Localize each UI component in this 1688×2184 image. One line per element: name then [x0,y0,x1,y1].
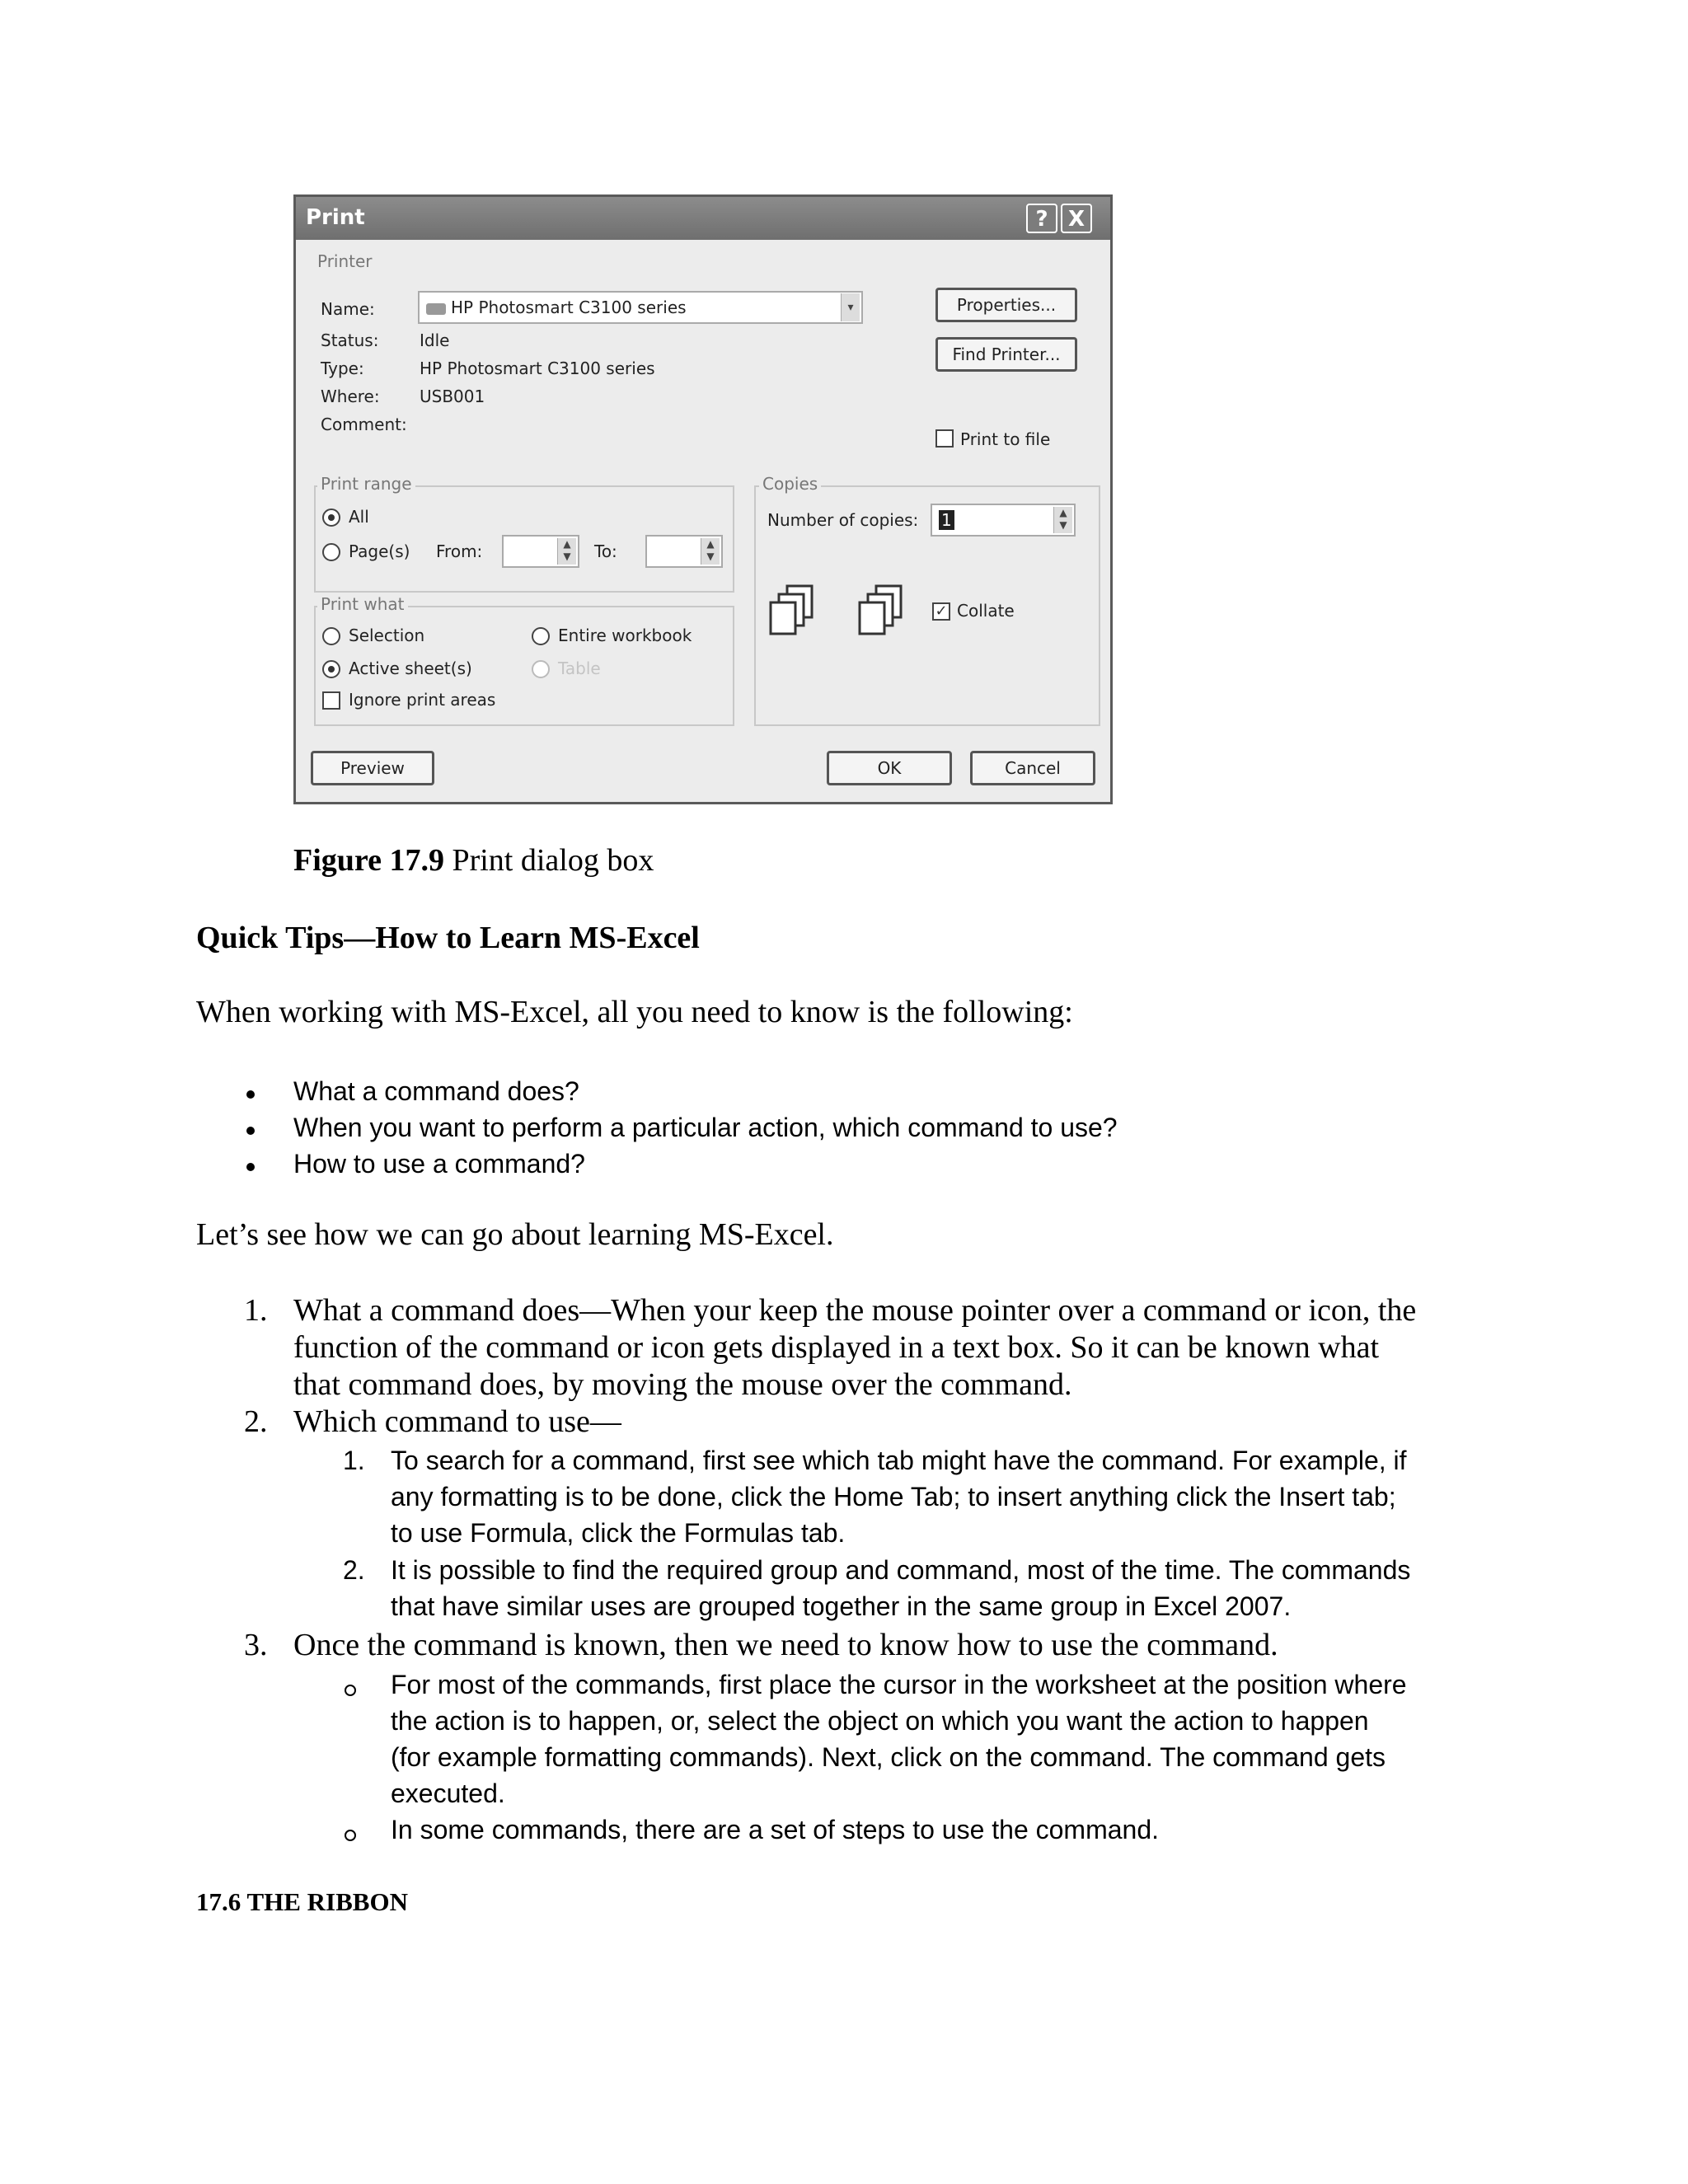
figure-caption-text: Print dialog box [443,843,654,878]
selection-radio[interactable] [322,627,340,645]
sub1-line: To search for a command, first see which tab might have the command. For example, if [391,1446,1407,1475]
number-of-copies-field[interactable] [931,504,1076,537]
figure-caption [293,842,654,879]
from-field[interactable] [502,535,579,568]
lets-see-paragraph: Let’s see how we can go about learning MS-Excel. [196,1217,834,1252]
where-value: USB001 [420,387,485,406]
copies-spinner[interactable]: ▲ ▼ [1053,507,1072,533]
sub1-line: to use Formula, click the Formulas tab. [391,1518,846,1548]
bullet-dot [246,1127,255,1135]
type-value: HP Photosmart C3100 series [420,359,655,378]
item3-text: Once the command is known, then we need to know how to use the command. [293,1628,1278,1662]
circle-bullet [345,1830,356,1841]
properties-button[interactable]: Properties... [935,288,1077,322]
o1-line: (for example formatting commands). Next, click on the command. The command gets [391,1742,1386,1772]
where-label: Where: [321,387,380,406]
sub1-line: any formatting is to be done, click the Home Tab; to insert anything click the Insert tab; [391,1482,1396,1511]
collate-pages-icon [767,584,817,639]
chevron-down-icon[interactable]: ▾ [841,293,860,321]
ok-button[interactable]: OK [827,751,952,785]
item1-line: What a command does—When your keep the mouse pointer over a command or icon, the [293,1293,1417,1328]
comment-label: Comment: [321,415,407,434]
item1-line: function of the command or icon gets displayed in a text box. So it can be known what [293,1330,1380,1365]
pages-radio[interactable] [322,543,340,561]
print-to-file-checkbox[interactable] [935,429,954,448]
preview-button[interactable]: Preview [311,751,434,785]
close-button[interactable]: X [1061,204,1092,233]
print-what-label: Print what [317,594,408,614]
printer-icon [426,303,446,315]
bullet-dot [246,1090,255,1099]
printer-name-select[interactable] [418,291,863,324]
figure-caption-number: Figure 17.9 [293,843,444,878]
circle-bullet [345,1685,356,1696]
dialog-title: Print [306,205,365,230]
o1-line: the action is to happen, or, select the object on which you want the action to happen [391,1706,1369,1736]
number-of-copies-label: Number of copies: [767,510,919,530]
from-spinner[interactable]: ▲ ▼ [557,538,576,565]
o2-text: In some commands, there are a set of steps to use the command. [391,1815,1160,1844]
item2-text: Which command to use— [293,1404,621,1439]
active-sheets-radio[interactable] [322,660,340,678]
sub2-line: that have similar uses are grouped together in the same group in Excel 2007. [391,1591,1292,1621]
find-printer-button[interactable]: Find Printer... [935,337,1077,372]
print-range-label: Print range [317,474,415,494]
copies-label: Copies [759,474,821,494]
table-radio [532,660,550,678]
printer-group-label: Printer [314,251,376,271]
o1-line: For most of the commands, first place the cursor in the worksheet at the position where [391,1670,1407,1699]
quick-tips-heading: Quick Tips—How to Learn MS-Excel [196,921,700,955]
print-dialog [293,194,1113,804]
status-label: Status: [321,330,379,350]
ignore-print-areas-checkbox[interactable] [322,691,340,710]
list-number: 1. [244,1293,268,1328]
item1-line: that command does, by moving the mouse over the command. [293,1367,1072,1402]
from-label: From: [436,541,483,561]
selection-label: Selection [349,626,425,645]
to-label: To: [594,541,617,561]
collate-pages-icon [856,584,906,639]
list-number: 2. [244,1404,268,1439]
number-of-copies-value: 1 [939,510,954,530]
collate-label: Collate [957,601,1015,621]
to-spinner[interactable]: ▲ ▼ [701,538,720,565]
sub2-line: It is possible to find the required group and command, most of the time. The commands [391,1555,1411,1585]
sub-list-number: 2. [343,1555,365,1585]
all-label: All [349,507,369,527]
printer-name-value: HP Photosmart C3100 series [451,298,687,317]
o1-line: executed. [391,1779,505,1808]
cancel-button[interactable]: Cancel [970,751,1095,785]
help-button[interactable]: ? [1026,204,1057,233]
list-number: 3. [244,1628,268,1662]
sub-list-number: 1. [343,1446,365,1475]
all-radio[interactable] [322,509,340,527]
print-to-file-label: Print to file [960,429,1051,449]
status-value: Idle [420,330,450,350]
type-label: Type: [321,359,364,378]
name-label: Name: [321,299,375,319]
bullet-item: What a command does? [293,1076,579,1106]
bullet-dot [246,1163,255,1171]
bullet-item: When you want to perform a particular action, which command to use? [293,1113,1118,1142]
to-field[interactable] [645,535,723,568]
collate-checkbox[interactable]: ✓ [932,602,950,621]
ignore-print-areas-label: Ignore print areas [349,690,496,710]
dialog-title-bar [296,197,1110,240]
pages-label: Page(s) [349,541,410,561]
entire-workbook-label: Entire workbook [558,626,692,645]
bullet-item: How to use a command? [293,1149,585,1179]
intro-paragraph: When working with MS-Excel, all you need to know is the following: [196,995,1073,1029]
active-sheets-label: Active sheet(s) [349,658,472,678]
entire-workbook-radio[interactable] [532,627,550,645]
ribbon-section-heading: 17.6 THE RIBBON [196,1887,408,1916]
table-label: Table [558,658,601,678]
